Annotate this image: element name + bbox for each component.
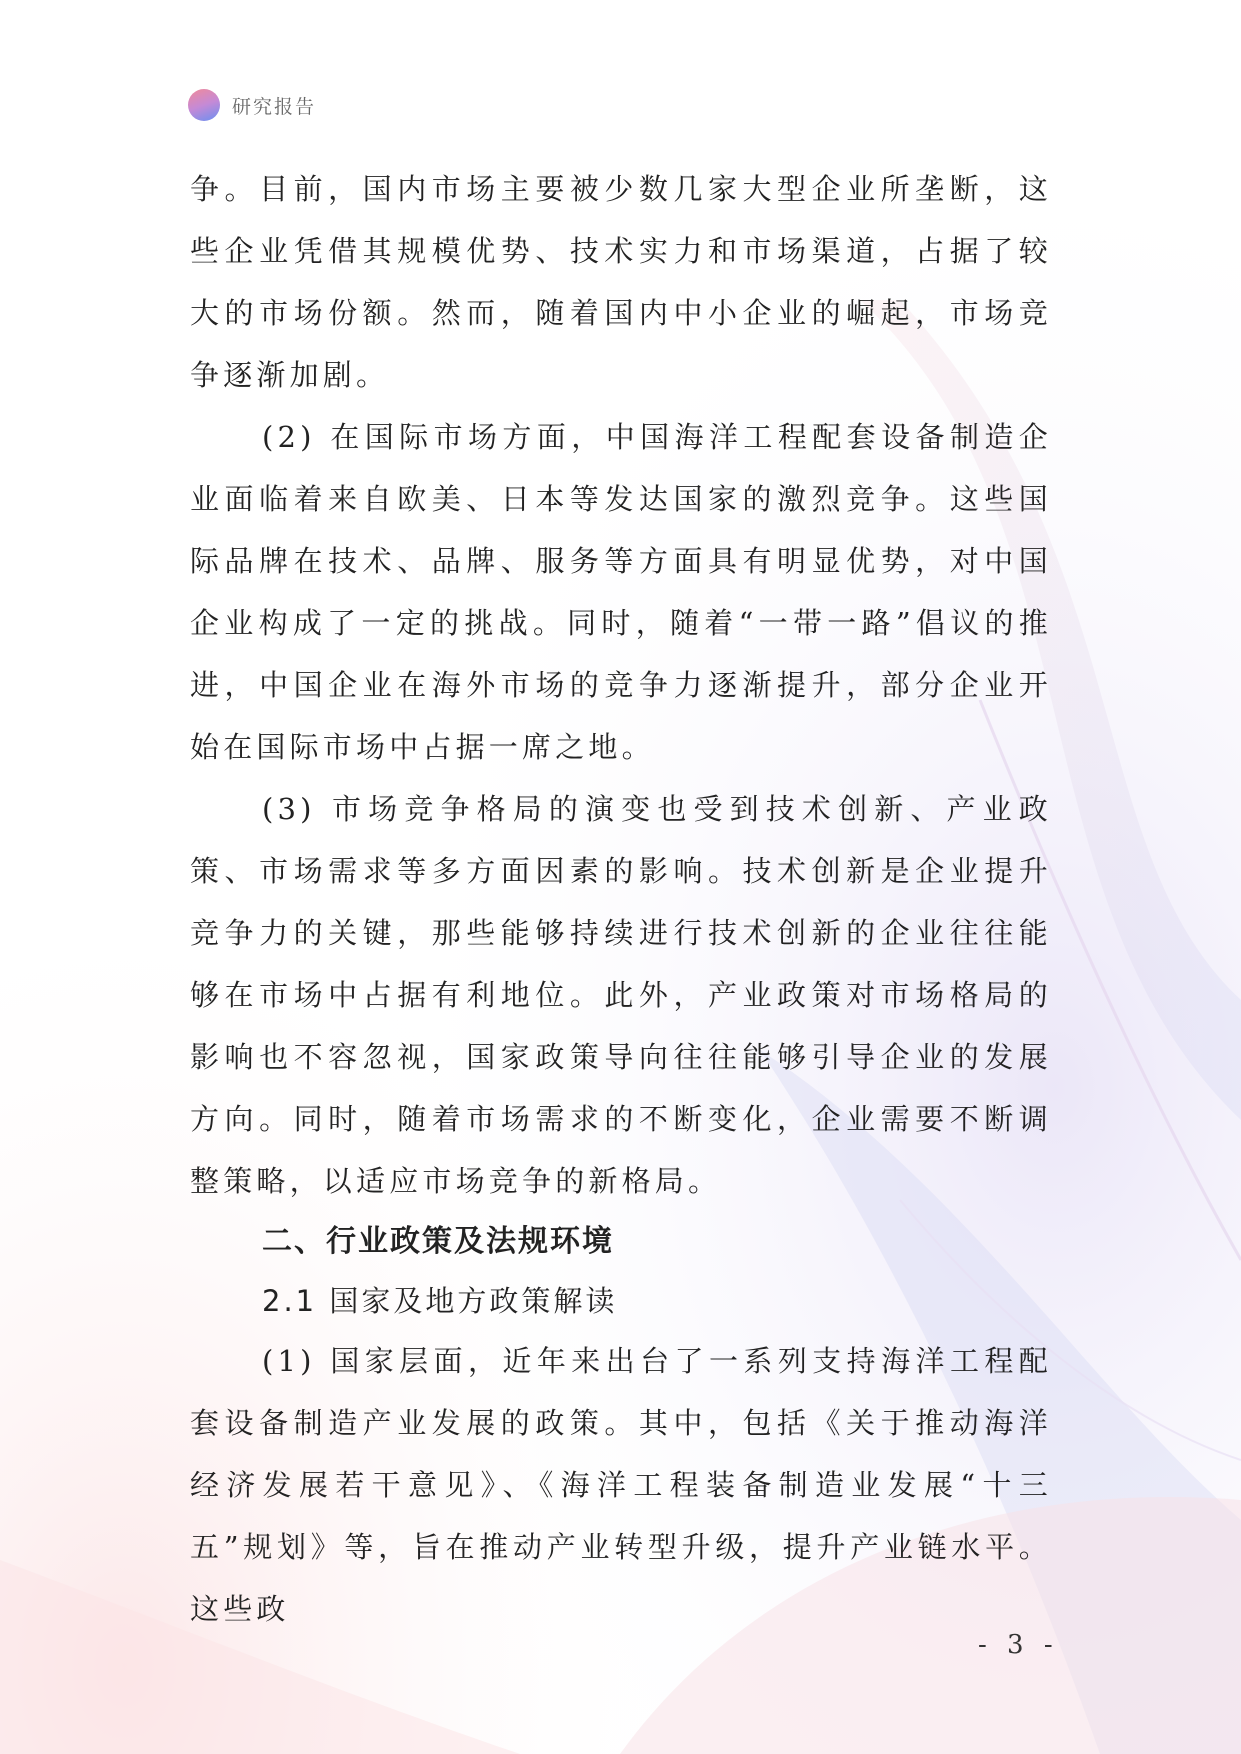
paragraph-international-market: (2) 在国际市场方面，中国海洋工程配套设备制造企业面临着来自欧美、日本等发达国家的激烈竞争。这些国际品牌在技术、品牌、服务等方面具有明显优势，对中国企业构成了一定的挑战。同时，随着“一带一路”倡议的推进，中国企业在海外市场的竞争力逐渐提升，部分企业开始在国际市场中占据一席之地。 — [190, 420, 1052, 764]
section-heading: 二、行业政策及法规环境 — [262, 1224, 614, 1259]
gradient-circle-icon — [188, 89, 220, 121]
paragraph-competition-evolution: (3) 市场竞争格局的演变也受到技术创新、产业政策、市场需求等多方面因素的影响。技术创新是企业提升竞争力的关键，那些能够持续进行技术创新的企业往往能够在市场中占据有利地位。此外，产业政策对市场格局的影响也不容忽视，国家政策导向往往能够引导企业的发展方向。同时，随着市场需求的不断变化，企业需要不断调整策略，以适应市场竞争的新格局。 — [190, 792, 1052, 1198]
header-title: 研究报告 — [232, 95, 317, 118]
paragraph-national-policy: (1) 国家层面，近年来出台了一系列支持海洋工程配套设备制造产业发展的政策。其中，包括《关于推动海洋经济发展若干意见》、《海洋工程装备制造业发展“十三五”规划》等，旨在推动产业转型升级，提升产业链水平。这些政 — [190, 1344, 1052, 1626]
subsection-heading: 2.1 国家及地方政策解读 — [262, 1284, 618, 1318]
page-number: - 3 - — [978, 1630, 1059, 1660]
paragraph-continuation: 争。目前，国内市场主要被少数几家大型企业所垄断，这些企业凭借其规模优势、技术实力和市场渠道，占据了较大的市场份额。然而，随着国内中小企业的崛起，市场竞争逐渐加剧。 — [190, 172, 1052, 392]
page-header — [188, 88, 316, 122]
document-body — [190, 158, 1052, 1640]
